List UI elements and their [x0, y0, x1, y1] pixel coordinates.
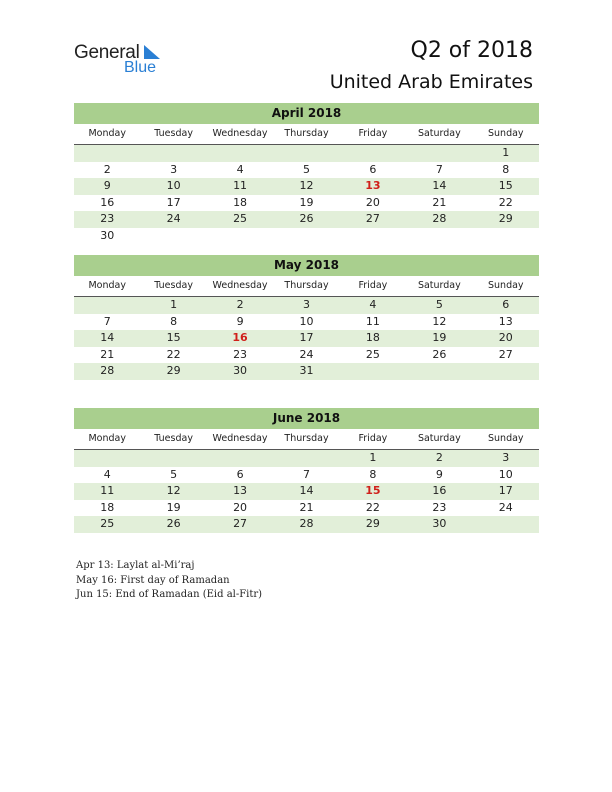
day-cell: 28	[100, 364, 115, 377]
day-cell: 8	[369, 467, 377, 481]
day-cell: 1	[170, 298, 178, 311]
day-cell: 31	[299, 364, 314, 377]
day-cell: 27	[498, 347, 513, 361]
day-cell: 20	[365, 195, 380, 209]
week-row	[74, 500, 539, 517]
day-cell	[406, 145, 472, 162]
page-subtitle: United Arab Emirates	[329, 71, 533, 93]
week-row	[74, 467, 539, 484]
weekday-label: Saturday	[417, 433, 461, 444]
weekday-label: Sunday	[488, 433, 524, 444]
day-cell: 7	[302, 467, 310, 481]
day-cell: 9	[435, 467, 443, 481]
day-cell	[340, 228, 406, 245]
day-cell: 2	[236, 298, 244, 311]
logo-text-blue: Blue	[124, 59, 157, 76]
weekday-label: Saturday	[417, 280, 461, 291]
day-cell	[74, 145, 140, 162]
day-cell: 7	[103, 314, 111, 328]
day-cell	[473, 228, 539, 245]
day-cell: 21	[100, 347, 115, 361]
day-cell: 16	[100, 195, 115, 209]
day-cell: 23	[100, 212, 115, 225]
week-row	[74, 314, 539, 331]
week-row	[74, 228, 539, 245]
holiday-day-cell: 16	[232, 331, 248, 344]
day-cell: 23	[432, 500, 447, 514]
week-row	[74, 195, 539, 212]
day-cell: 24	[166, 212, 181, 225]
day-cell	[340, 363, 406, 380]
weekday-label: Wednesday	[212, 128, 268, 139]
day-cell: 4	[103, 467, 111, 481]
day-cell: 22	[365, 500, 380, 514]
generalblue-logo	[74, 42, 174, 78]
day-cell: 19	[299, 195, 314, 209]
weekday-label: Thursday	[284, 128, 329, 139]
weekday-header-row	[74, 276, 539, 297]
day-cell: 9	[236, 314, 244, 328]
day-cell: 26	[166, 517, 181, 530]
day-cell: 10	[299, 314, 314, 328]
week-row	[74, 211, 539, 228]
day-cell: 21	[299, 500, 314, 514]
weekday-label: Thursday	[284, 280, 329, 291]
day-cell: 6	[369, 162, 377, 176]
day-cell: 3	[170, 162, 178, 176]
month-june	[74, 408, 539, 533]
page-title: Q2 of 2018	[410, 38, 533, 63]
holiday-note: Apr 13: Laylat al-Mi’raj	[76, 560, 195, 571]
week-row	[74, 516, 539, 533]
day-cell: 13	[498, 314, 513, 328]
day-cell: 22	[166, 347, 181, 361]
weekday-label: Friday	[358, 433, 388, 444]
day-cell: 4	[369, 298, 377, 311]
day-cell: 1	[369, 451, 377, 464]
day-cell	[140, 145, 206, 162]
day-cell	[74, 297, 140, 314]
day-cell: 5	[435, 298, 443, 311]
day-cell: 2	[103, 162, 111, 176]
day-cell: 19	[166, 500, 181, 514]
week-row	[74, 450, 539, 467]
day-cell: 11	[365, 314, 380, 328]
day-cell: 3	[302, 298, 310, 311]
day-cell: 15	[498, 179, 513, 192]
week-row	[74, 178, 539, 195]
day-cell: 16	[432, 484, 447, 497]
week-row	[74, 297, 539, 314]
day-cell	[207, 145, 273, 162]
day-cell: 29	[365, 517, 380, 530]
day-cell: 6	[502, 298, 510, 311]
month-header: April 2018	[74, 103, 539, 124]
weekday-label: Thursday	[284, 433, 329, 444]
day-cell: 12	[166, 484, 181, 497]
day-cell: 28	[432, 212, 447, 225]
weekday-label: Wednesday	[212, 280, 268, 291]
day-cell: 20	[498, 331, 513, 344]
day-cell	[273, 450, 339, 467]
day-cell: 30	[100, 228, 115, 242]
day-cell	[340, 145, 406, 162]
day-cell: 10	[166, 179, 181, 192]
day-cell	[207, 450, 273, 467]
day-cell: 18	[233, 195, 248, 209]
day-cell: 29	[498, 212, 513, 225]
week-row	[74, 347, 539, 364]
day-cell: 25	[233, 212, 248, 225]
day-cell: 8	[170, 314, 178, 328]
holiday-note: Jun 15: End of Ramadan (Eid al-Fitr)	[76, 589, 263, 600]
day-cell: 30	[432, 517, 447, 530]
day-cell: 12	[432, 314, 447, 328]
day-cell: 15	[166, 331, 181, 344]
day-cell: 5	[170, 467, 178, 481]
weekday-label: Friday	[358, 280, 388, 291]
day-cell: 30	[233, 364, 248, 377]
month-header: June 2018	[74, 408, 539, 429]
day-cell: 24	[498, 500, 513, 514]
week-row	[74, 162, 539, 179]
day-cell: 3	[502, 451, 510, 464]
day-cell: 28	[299, 517, 314, 530]
day-cell: 18	[365, 331, 380, 344]
day-cell: 5	[302, 162, 310, 176]
day-cell	[406, 228, 472, 245]
weekday-label: Tuesday	[154, 433, 193, 444]
day-cell	[473, 363, 539, 380]
week-row	[74, 330, 539, 347]
day-cell: 12	[299, 179, 314, 192]
day-cell: 25	[100, 517, 115, 530]
day-cell: 29	[166, 364, 181, 377]
day-cell: 14	[299, 484, 314, 497]
holiday-day-cell: 13	[365, 179, 381, 192]
logo-text-general: General	[74, 42, 140, 63]
day-cell: 17	[299, 331, 314, 344]
day-cell: 23	[233, 347, 248, 361]
day-cell: 7	[435, 162, 443, 176]
day-cell: 18	[100, 500, 115, 514]
day-cell: 25	[365, 347, 380, 361]
weekday-label: Saturday	[417, 128, 461, 139]
weekday-label: Tuesday	[154, 128, 193, 139]
day-cell: 27	[233, 517, 248, 530]
day-cell: 2	[435, 451, 443, 464]
day-cell: 11	[100, 484, 115, 497]
day-cell: 21	[432, 195, 447, 209]
day-cell: 10	[498, 467, 513, 481]
day-cell	[74, 450, 140, 467]
weekday-label: Sunday	[488, 280, 524, 291]
holiday-day-cell: 15	[365, 484, 381, 497]
month-april	[74, 103, 539, 244]
day-cell	[273, 228, 339, 245]
day-cell: 19	[432, 331, 447, 344]
day-cell: 20	[233, 500, 248, 514]
holiday-notes	[76, 559, 262, 603]
holiday-note: May 16: First day of Ramadan	[76, 574, 230, 586]
day-cell: 6	[236, 467, 244, 481]
day-cell: 22	[498, 195, 513, 209]
day-cell: 14	[100, 331, 115, 344]
day-cell: 8	[502, 162, 510, 176]
weekday-label: Friday	[358, 128, 388, 139]
weekday-label: Monday	[88, 280, 126, 291]
day-cell: 17	[166, 195, 181, 209]
weekday-label: Monday	[88, 433, 126, 444]
day-cell: 24	[299, 347, 314, 361]
day-cell	[140, 450, 206, 467]
day-cell	[140, 228, 206, 245]
day-cell: 9	[103, 179, 111, 192]
weekday-header-row	[74, 429, 539, 450]
day-cell	[273, 145, 339, 162]
day-cell	[473, 516, 539, 533]
day-cell: 13	[233, 484, 248, 497]
week-row	[74, 363, 539, 380]
weekday-header-row	[74, 124, 539, 145]
day-cell: 26	[299, 212, 314, 225]
weekday-label: Wednesday	[212, 433, 268, 444]
day-cell	[406, 363, 472, 380]
day-cell: 11	[233, 179, 248, 192]
month-header: May 2018	[74, 255, 539, 276]
day-cell	[207, 228, 273, 245]
weekday-label: Sunday	[488, 128, 524, 139]
weekday-label: Monday	[88, 128, 126, 139]
day-cell: 1	[502, 146, 510, 159]
week-row	[74, 145, 539, 162]
day-cell: 4	[236, 162, 244, 176]
day-cell: 26	[432, 347, 447, 361]
day-cell: 27	[365, 212, 380, 225]
day-cell: 14	[432, 179, 447, 192]
month-may	[74, 255, 539, 380]
day-cell: 17	[498, 484, 513, 497]
weekday-label: Tuesday	[154, 280, 193, 291]
week-row	[74, 483, 539, 500]
